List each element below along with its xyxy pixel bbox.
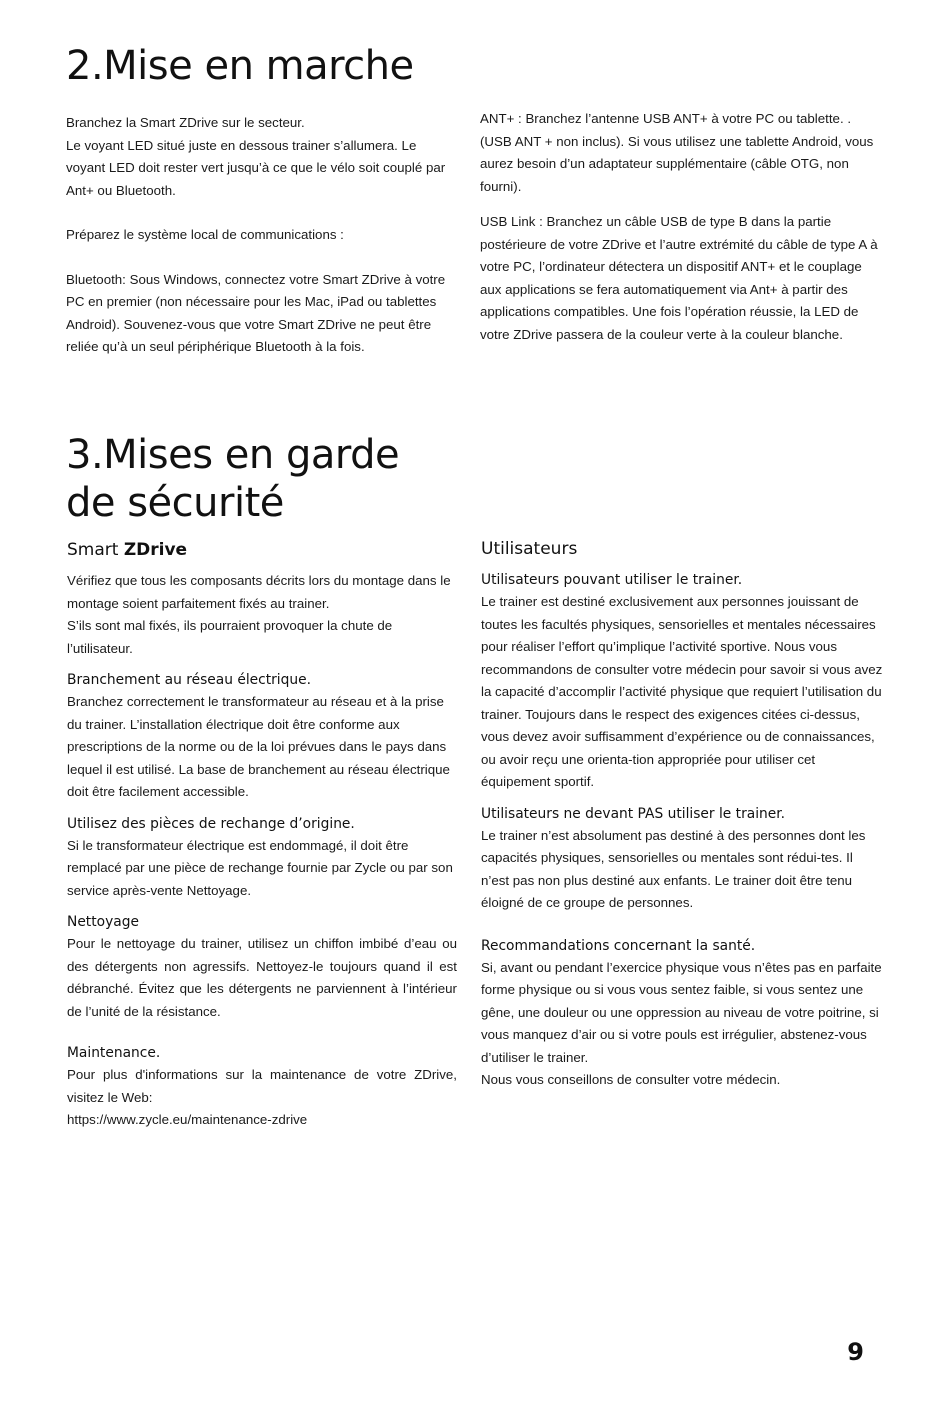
paragraph: Bluetooth: Sous Windows, connectez votre Smart ZDrive à votre PC en premier (non nécessaire pour les Mac, iPad ou tablettes Android). Souvenez-vous que votre Smart ZDrive ne peut être reliée qu’à un seul périphérique Bluetooth à la fois. (66, 271, 446, 354)
paragraph: Préparez le système local de communications : (66, 227, 344, 242)
paragraph: USB Link : Branchez un câble USB de type B dans la partie postérieure de votre ZDrive et l’autre extrémité du câble de type A à votre PC, l’ordinateur détectera un dispositif ANT+ et le couplage aux applications se fera automatiquement via Ant+ à partir des applications compatibles. Une fois l’opération réussie, la LED de votre ZDrive passera de la couleur verte à la couleur blanche. (480, 214, 878, 342)
section-2-left-column (66, 112, 458, 359)
heading-cleaning: Nettoyage (67, 914, 139, 930)
section-3-left-column (67, 538, 457, 1132)
subheading-prefix: Smart (67, 540, 124, 560)
section-3-title (66, 431, 399, 527)
maintenance-url: https://www.zycle.eu/maintenance-zdrive (67, 1112, 308, 1127)
section-2-right-column (480, 108, 884, 346)
section-3-title-line-1: 3.Mises en garde (66, 432, 400, 478)
paragraph: Si, avant ou pendant l’exercice physique vous n’êtes pas en parfaite forme physique ou si vous vous sentez faible, si vous sentez une gêne, une douleur ou une oppression au niveau de votre poitrine, si vous manquez d’air ou si votre pouls est irrégulier, abstenez-vous d’utiliser le trainer. (481, 959, 882, 1065)
page-number: 9 (847, 1338, 864, 1366)
paragraph: Pour le nettoyage du trainer, utilisez un chiffon imbibé d’eau ou des détergents non agressifs. Nettoyez-le toujours quand il est débranché. Évitez que les détergents ne parviennent à l’intérieur de l’unité de la résistance. (67, 936, 457, 1019)
heading-power-connection: Branchement au réseau électrique. (67, 672, 312, 688)
paragraph: Pour plus d'informations sur la maintenance de votre ZDrive, visitez le Web: (67, 1067, 457, 1105)
paragraph: Vérifiez que tous les composants décrits lors du montage dans le montage soient parfaitement fixés au trainer. (67, 573, 451, 611)
paragraph: Si le transformateur électrique est endommagé, il doit être remplacé par une pièce de rechange fournie par Zycle ou par son service après-vente Nettoyage. (67, 837, 453, 898)
subheading-smart-zdrive (67, 538, 457, 562)
subheading-users: Utilisateurs (481, 539, 578, 559)
heading-forbidden-users: Utilisateurs ne devant PAS utiliser le trainer. (481, 805, 786, 822)
paragraph: Branchez la Smart ZDrive sur le secteur. (66, 115, 305, 130)
paragraph: Nous vous conseillons de consulter votre médecin. (481, 1072, 781, 1087)
section-3-title-line-2: de sécurité (66, 480, 284, 526)
section-2-title: 2.Mise en marche (66, 43, 414, 89)
heading-health: Recommandations concernant la santé. (481, 937, 756, 954)
paragraph: Le voyant LED situé juste en dessous trainer s’allumera. Le voyant LED doit rester vert jusqu’à ce que le vélo soit couplé par Ant+ ou Bluetooth. (66, 137, 446, 198)
heading-allowed-users: Utilisateurs pouvant utiliser le trainer. (481, 572, 743, 588)
paragraph: Branchez correctement le transformateur au réseau et à la prise du trainer. L’installation électrique doit être conforme aux prescriptions de la norme ou de la loi prévues dans le pays dans lequel il est utilisé. La base de branchement au réseau électrique doit être facilement accessible. (67, 694, 450, 799)
paragraph: ANT+ : Branchez l’antenne USB ANT+ à votre PC ou tablette. . (USB ANT + non inclus). Si vous utilisez une tablette Android, vous aurez besoin d’un adaptateur supplémentaire (câble OTG, non fourni). (480, 111, 874, 194)
paragraph: Le trainer n’est absolument pas destiné à des personnes dont les capacités physiques, sensorielles ou mentales sont rédui-tes. Il n’est pas non plus destiné aux enfants. Le trainer doit être tenu éloigné de ce groupe de personnes. (481, 827, 866, 910)
paragraph: Le trainer est destiné exclusivement aux personnes jouissant de toutes les facultés physiques, sensorielles et mentales nécessaires pour réaliser l’effort qu’implique l’activité sportive. Nous vous recommandons de consulter votre médecin pour savoir si vous avez la capacité d’accomplir l’activité physique que requiert l’utilisation du trainer. Toujours dans le respect des exigences citées ci-dessus, vous devez avoir suffisamment d’expérience ou de connaissances, ou avoir reçu une orienta-tion appropriée pour utiliser cet équipement sportif. (481, 594, 883, 789)
heading-maintenance: Maintenance. (67, 1045, 161, 1061)
subheading-brand: ZDrive (123, 540, 188, 560)
paragraph: S’ils sont mal fixés, ils pourraient provoquer la chute de l’utilisateur. (67, 618, 393, 656)
heading-original-parts: Utilisez des pièces de rechange d’origine. (67, 815, 355, 832)
section-3-right-column (481, 537, 883, 1092)
